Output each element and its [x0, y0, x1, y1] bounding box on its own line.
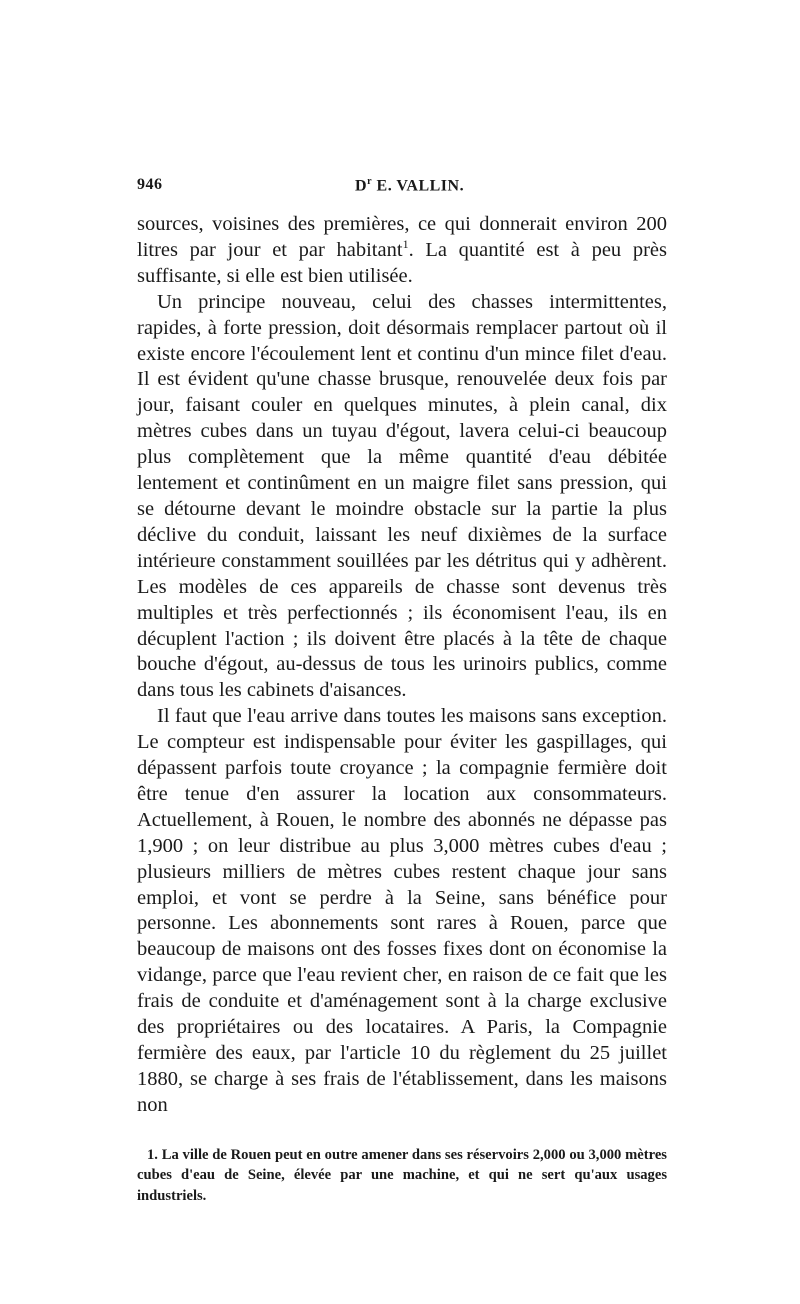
footnote: [137, 1145, 667, 1207]
footnote-text: 1. La ville de Rouen peut en outre amener dans ses réservoirs 2,000 ou 3,000 mètres cubes d'eau de Seine, élevée par une machine, et qui ne sert qu'aux usages industriels.: [137, 1146, 667, 1204]
author-name: [355, 176, 464, 195]
footnote-reference: 1: [402, 237, 409, 252]
paragraph-1-text: sources, voisines des premières, ce qui donnerait environ 200 litres par jour et par habitant: [137, 213, 667, 261]
body-text: [137, 212, 667, 1119]
running-head: [137, 176, 667, 200]
paragraph-2: Un principe nouveau, celui des chasses intermittentes, rapides, à forte pression, doit désormais remplacer partout où il existe encore l'écoulement lent et continu d'un mince filet d'eau. Il est évident qu'une chasse brusque, renouvelée deux fois par jour, faisant couler en quelques minutes, à plein canal, dix mètres cubes dans un tuyau d'égout, lavera celui-ci beaucoup plus complètement que la même quantité d'eau débitée lentement et continûment en un maigre filet sans pression, qui se détourne devant le moindre obstacle sur la partie la plus déclive du conduit, laissant les neuf dixièmes de la surface intérieure constamment souillées par les détritus qui y adhèrent. Les modèles de ces appareils de chasse sont devenus très multiples et très perfectionnés ; ils économisent l'eau, ils en décuplent l'action ; ils doivent être placés à la tête de chaque bouche d'égout, au-dessus de tous les urinoirs publics, comme dans tous les cabinets d'aisances.: [137, 290, 667, 702]
paragraph-3: Il faut que l'eau arrive dans toutes les maisons sans exception. Le compteur est indispensable pour éviter les gaspillages, qui dépassent parfois toute croyance ; la compagnie fermière doit être tenue d'en assurer la location aux consommateurs. Actuellement, à Rouen, le nombre des abonnés ne dépasse pas 1,900 ; on leur distribue au plus 3,000 mètres cubes d'eau ; plusieurs milliers de mètres cubes restent chaque jour sans emploi, et vont se perdre à la Seine, sans bénéfice pour personne. Les abonnements sont rares à Rouen, parce que beaucoup de maisons ont des fosses fixes dont on économise la vidange, parce que l'eau revient cher, en raison de ce fait que les frais de conduite et d'aménagement sont à la charge exclusive des propriétaires ou des locataires. A Paris, la Compagnie fermière des eaux, par l'article 10 du règlement du 25 juillet 1880, se charge à ses frais de l'établissement, dans les maisons non: [137, 705, 667, 1116]
author-prefix: D: [355, 177, 368, 195]
author-surname: E. VALLIN.: [372, 177, 465, 195]
book-page: [137, 176, 667, 1206]
author-sup: r: [367, 176, 373, 187]
page-number: 946: [137, 176, 163, 193]
paragraph-1: [137, 212, 667, 290]
paragraph-1-text-end: . La quantité est à peu près suffisante, si elle est bien utilisée.: [137, 238, 667, 287]
